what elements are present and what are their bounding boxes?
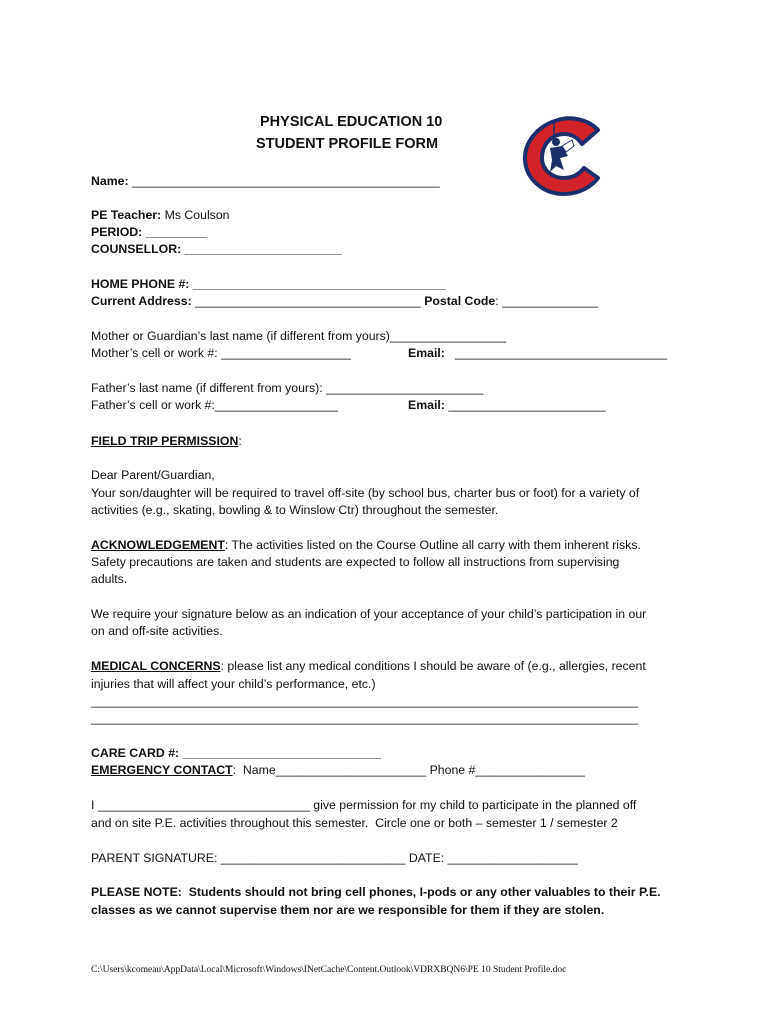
please-note-2: classes as we cannot supervise them nor are we responsible for them if they are stolen. (91, 903, 605, 917)
emergency-label: EMERGENCY CONTACT (91, 763, 233, 777)
teacher-value: Ms Coulson (161, 208, 230, 222)
file-path-footer: C:\Users\kcomeau\AppData\Local\Microsoft\Windows\INetCache\Content.Outlook\VDRXBQN6\PE 10 Student Profile.doc (91, 965, 567, 975)
acknowledgement-row-1 (91, 537, 641, 554)
signature-note-2: on and off-site activities. (91, 624, 223, 638)
mother-name-row[interactable]: Mother or Guardian’s last name (if different from yours)_________________ (91, 329, 507, 343)
name-label: Name: (91, 174, 129, 188)
mother-cell-row[interactable]: Mother’s cell or work #: ___________________ (91, 346, 352, 360)
field-trip-body-1: Your son/daughter will be required to travel off-site (by school bus, charter bus or foot) for a variety of (91, 486, 640, 500)
acknowledgement-body-3: adults. (91, 572, 128, 586)
home-phone-label: HOME PHONE #: (91, 277, 190, 291)
home-phone-blank[interactable]: _____________________________________ (189, 277, 446, 291)
care-card-label: CARE CARD #: (91, 746, 180, 760)
field-trip-greeting: Dear Parent/Guardian, (91, 468, 215, 482)
field-trip-heading-row (91, 433, 242, 450)
father-email-row (408, 397, 606, 414)
mother-email-label: Email: (408, 346, 445, 360)
acknowledgement-body-2: Safety precautions are taken and students are expected to follow all instructions from supervising (91, 555, 620, 569)
page-subtitle: STUDENT PROFILE FORM (256, 136, 439, 152)
signature-note-1: We require your signature below as an indication of your acceptance of your child’s participation in our (91, 607, 647, 621)
medical-body-1: : please list any medical conditions I should be aware of (e.g., allergies, recent (220, 659, 646, 673)
permission-line-2: and on site P.E. activities throughout this semester. Circle one or both – semester 1 / semester 2 (91, 816, 618, 830)
address-label: Current Address: (91, 294, 192, 308)
name-field (91, 173, 440, 190)
address-row (91, 293, 598, 310)
teacher-row (91, 207, 230, 224)
period-row (91, 224, 207, 241)
field-trip-heading: FIELD TRIP PERMISSION (91, 434, 239, 448)
school-c-logo-icon (520, 116, 606, 196)
acknowledgement-body-1: : The activities listed on the Course Outline all carry with them inherent risks. (224, 538, 641, 552)
page-title: PHYSICAL EDUCATION 10 (260, 114, 443, 130)
father-cell-row[interactable]: Father’s cell or work #:__________________ (91, 398, 339, 412)
medical-body-2: injuries that will affect your child’s performance, etc.) (91, 677, 376, 691)
mother-email-blank[interactable]: _______________________________ (444, 346, 668, 360)
period-blank[interactable]: _________ (142, 225, 208, 239)
father-name-row[interactable]: Father’s last name (if different from yours): _______________________ (91, 381, 484, 395)
emergency-row (91, 762, 585, 779)
counsellor-label: COUNSELLOR: (91, 242, 182, 256)
please-note-1: PLEASE NOTE: Students should not bring cell phones, I-pods or any other valuables to their P.E. (91, 885, 661, 899)
field-trip-body-2: activities (e.g., skating, bowling & to Winslow Ctr) throughout the semester. (91, 503, 499, 517)
care-card-blank[interactable]: _____________________________ (179, 746, 381, 760)
mother-email-row (408, 345, 667, 362)
emergency-fields[interactable]: : Name______________________ Phone #________________ (232, 763, 585, 777)
medical-row-1 (91, 658, 646, 675)
medical-heading: MEDICAL CONCERNS (91, 659, 221, 673)
care-card-row (91, 745, 381, 762)
father-email-label: Email: (408, 398, 445, 412)
medical-blank-1[interactable]: ________________________________________________________________________________ (91, 694, 639, 708)
father-email-blank[interactable]: _______________________ (444, 398, 606, 412)
parent-signature-row[interactable]: PARENT SIGNATURE: ___________________________ DATE: ___________________ (91, 851, 578, 865)
teacher-label: PE Teacher: (91, 208, 162, 222)
counsellor-row (91, 241, 342, 258)
name-blank[interactable]: _____________________________________________ (132, 174, 440, 188)
postal-label: Postal Code (424, 294, 496, 308)
field-trip-colon: : (238, 434, 242, 448)
address-blank[interactable]: _________________________________ (191, 294, 421, 308)
acknowledgement-heading: ACKNOWLEDGEMENT (91, 538, 225, 552)
permission-line-1[interactable]: I _______________________________ give permission for my child to participate in the planned off (91, 798, 637, 812)
medical-blank-2[interactable]: ________________________________________________________________________________ (91, 711, 639, 725)
period-label: PERIOD: (91, 225, 143, 239)
counsellor-blank[interactable]: _______________________ (181, 242, 342, 256)
postal-blank[interactable]: : ______________ (495, 294, 598, 308)
home-phone-row (91, 276, 446, 293)
